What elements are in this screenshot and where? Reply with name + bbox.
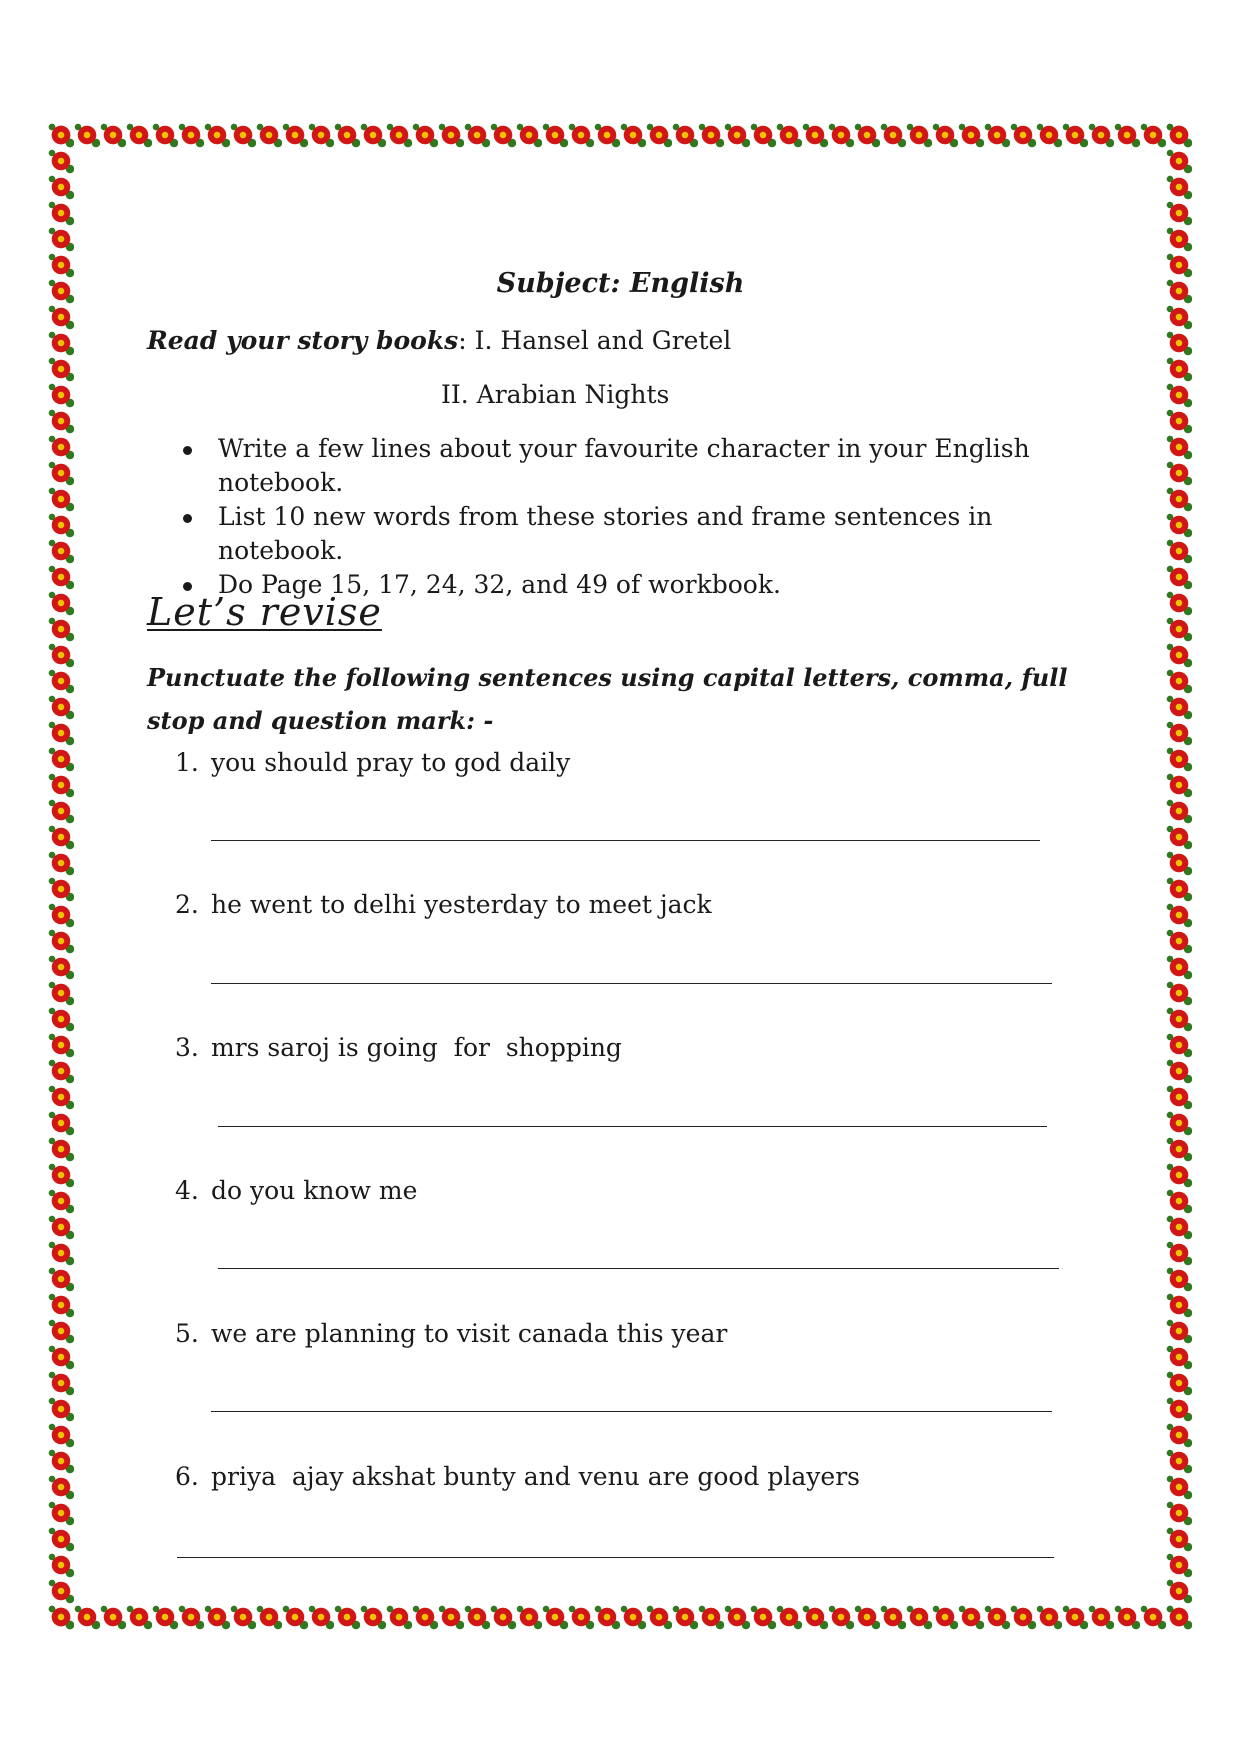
answer-line[interactable] bbox=[177, 1557, 1054, 1558]
story-books-separator: : bbox=[458, 326, 475, 355]
task-list bbox=[180, 432, 1100, 602]
answer-line[interactable] bbox=[211, 1411, 1052, 1412]
question-text: do you know me bbox=[211, 1176, 418, 1205]
story-book-second: II. Arabian Nights bbox=[441, 380, 670, 409]
flower-border-left bbox=[48, 122, 74, 1630]
question-text: you should pray to god daily bbox=[211, 748, 571, 777]
task-text: List 10 new words from these stories and frame sentences in notebook. bbox=[218, 502, 993, 565]
question-number: 2. bbox=[175, 890, 199, 919]
task-item bbox=[180, 500, 1100, 568]
question-item bbox=[175, 1176, 417, 1205]
question-number: 3. bbox=[175, 1033, 199, 1062]
story-book-first: I. Hansel and Gretel bbox=[474, 326, 732, 355]
question-text: he went to delhi yesterday to meet jack bbox=[211, 890, 712, 919]
page-title: Subject: English bbox=[496, 268, 745, 299]
question-item bbox=[175, 748, 570, 777]
question-item bbox=[175, 1033, 622, 1062]
question-number: 6. bbox=[175, 1462, 199, 1491]
answer-line[interactable] bbox=[211, 840, 1040, 841]
flower-border-bottom bbox=[48, 1604, 1192, 1630]
flower-border-top bbox=[48, 122, 1192, 148]
question-number: 4. bbox=[175, 1176, 199, 1205]
question-text: mrs saroj is going for shopping bbox=[211, 1033, 622, 1062]
revise-heading: Let’s revise bbox=[147, 590, 382, 634]
question-text: priya ajay akshat bunty and venu are good players bbox=[211, 1462, 860, 1491]
question-item bbox=[175, 1462, 860, 1491]
story-books-line bbox=[147, 326, 731, 355]
bullet-icon bbox=[183, 446, 192, 455]
answer-line[interactable] bbox=[211, 983, 1052, 984]
question-number: 5. bbox=[175, 1319, 199, 1348]
task-item bbox=[180, 432, 1100, 500]
story-books-label: Read your story books bbox=[147, 326, 459, 355]
question-text: we are planning to visit canada this year bbox=[211, 1319, 728, 1348]
question-number: 1. bbox=[175, 748, 199, 777]
question-item bbox=[175, 890, 712, 919]
punctuation-instruction: Punctuate the following sentences using capital letters, comma, full stop and question mark: - bbox=[147, 663, 1068, 735]
question-item bbox=[175, 1319, 727, 1348]
answer-line[interactable] bbox=[218, 1268, 1059, 1269]
task-text: Do Page 15, 17, 24, 32, and 49 of workbook. bbox=[218, 570, 781, 599]
answer-line[interactable] bbox=[218, 1126, 1047, 1127]
flower-border-right bbox=[1166, 122, 1192, 1630]
bullet-icon bbox=[183, 514, 192, 523]
task-text: Write a few lines about your favourite character in your English notebook. bbox=[218, 434, 1030, 497]
